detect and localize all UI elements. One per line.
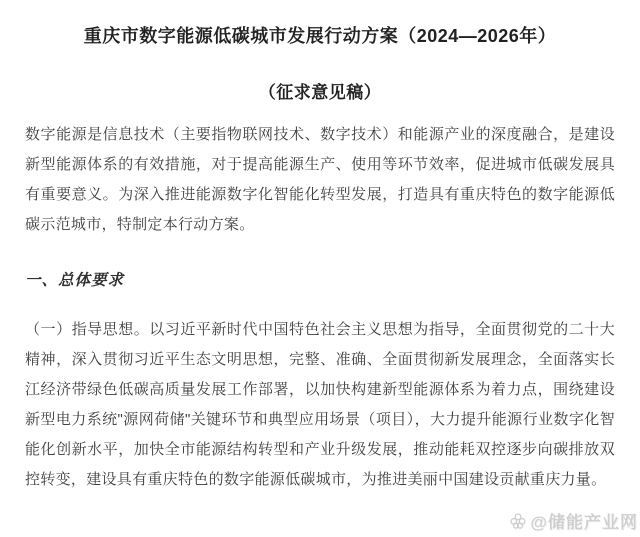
section-heading-overall-requirements: 一、总体要求: [25, 272, 125, 289]
document-title: 重庆市数字能源低碳城市发展行动方案（2024—2026年）: [83, 26, 557, 46]
guiding-ideology-paragraph: （一）指导思想。以习近平新时代中国特色社会主义思想为指导，全面贯彻党的二十大精神，深入贯彻习近平生态文明思想，完整、准确、全面贯彻新发展理念，全面落实长江经济带绿色低碳高质量发展工作部署，以加快构建新型能源体系为着力点，围绕建设新型电力系统"源网荷储"关键环节和典型应用场景（项目），大力提升能源行业数字化智能化创新水平，加快全市能源结构转型和产业升级发展，推动能耗双控逐步向碳排放双控转变，建设具有重庆特色的数字能源低碳城市，为推进美丽中国建设贡献重庆力量。: [25, 321, 615, 488]
document-page: [0, 22, 640, 537]
flower-logo-icon: [508, 511, 528, 531]
document-subtitle: （征求意见稿）: [258, 83, 382, 102]
watermark-label: @储能产业网: [530, 513, 638, 532]
watermark: [508, 508, 638, 533]
intro-paragraph: 数字能源是信息技术（主要指物联网技术、数字技术）和能源产业的深度融合，是建设新型能源体系的有效措施，对于提高能源生产、使用等环节效率，促进城市低碳发展具有重要意义。为深入推进能源数字化智能化转型发展，打造具有重庆特色的数字能源低碳示范城市，特制定本行动方案。: [25, 126, 615, 233]
